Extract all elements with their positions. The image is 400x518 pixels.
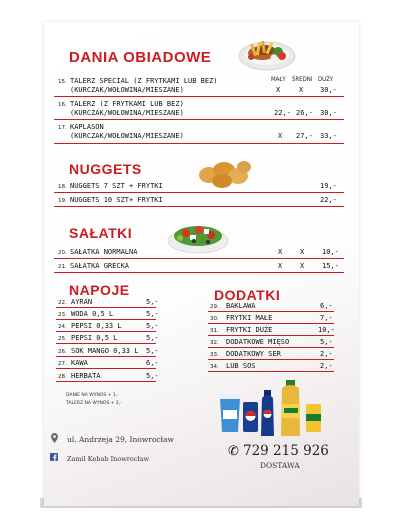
item-description: (KURCZAK/WOŁOWINA/MIESZANE)	[70, 86, 184, 94]
item-number: 32.	[210, 340, 219, 346]
item-name: FRYTKI DUŻE	[226, 326, 273, 334]
item-price: 6,-	[146, 359, 159, 367]
item-name: WODA 0,5 L	[71, 310, 114, 318]
divider	[56, 307, 156, 308]
divider	[56, 343, 156, 344]
drinks-image	[218, 372, 336, 442]
price-large: 15,-	[322, 262, 339, 270]
price-medium: 26,-	[296, 109, 313, 117]
item-number: 28.	[58, 374, 67, 380]
item-price: 2,-	[320, 350, 333, 358]
item-name: NUGGETS 10 SZT+ FRYTKI	[70, 196, 163, 204]
size-label-large: DUŻY	[318, 76, 334, 83]
divider	[56, 356, 156, 357]
item-description: (KURCZAK/WOŁOWINA/MIESZANE)	[70, 132, 184, 140]
price-small: X	[278, 248, 283, 256]
price-large: 30,-	[320, 109, 337, 117]
item-price: 5,-	[146, 310, 159, 318]
item-name: SOK MANGO 0,33 L	[71, 347, 139, 355]
item-price: 5,-	[146, 334, 159, 342]
item-price: 6,-	[320, 302, 333, 310]
nuggets-image	[197, 157, 253, 189]
price-medium: X	[299, 86, 304, 94]
price-small: X	[278, 262, 283, 270]
item-number: 20.	[58, 250, 67, 256]
item-name: SAŁATKA NORMALNA	[70, 248, 138, 256]
item-name: KAWA	[71, 359, 88, 367]
price-medium: 27,-	[296, 132, 313, 140]
section-title-dodatki: DODATKI	[214, 287, 281, 303]
item-name: DODATKOWY SER	[226, 350, 281, 358]
salad-bowl-image	[166, 219, 230, 255]
item-number: 31.	[210, 328, 219, 334]
divider	[54, 143, 344, 144]
delivery-label: DOSTAWA	[260, 461, 300, 470]
divider	[54, 192, 344, 193]
item-number: 27.	[58, 361, 67, 367]
item-price: 10,-	[318, 326, 335, 334]
phone-icon: ✆	[228, 444, 239, 459]
item-price: 2,-	[320, 362, 333, 370]
item-name: NUGGETS 7 SZT + FRYTKI	[70, 182, 163, 190]
item-number: 23.	[58, 312, 67, 318]
address: ul. Andrzeja 29, Inowrocław	[67, 435, 174, 444]
divider	[54, 206, 344, 207]
divider	[56, 331, 156, 332]
section-title-salatki: SAŁATKI	[69, 225, 133, 241]
item-price: 5,-	[146, 372, 159, 380]
item-price: 22,-	[320, 196, 337, 204]
item-number: 22.	[58, 300, 67, 306]
phone-number: 729 215 926	[243, 443, 329, 459]
divider	[54, 258, 344, 259]
divider	[208, 335, 334, 336]
item-number: 25.	[58, 336, 67, 342]
facebook-icon	[50, 453, 58, 461]
item-name: PEPSI 0,33 L	[71, 322, 122, 330]
divider	[54, 119, 344, 120]
item-number: 18.	[58, 184, 67, 190]
price-small: X	[278, 132, 283, 140]
item-name: FRYTKI MAŁE	[226, 314, 273, 322]
item-number: 26.	[58, 349, 67, 355]
item-name: KAPLASON	[70, 123, 104, 131]
price-medium: X	[300, 262, 305, 270]
item-name: HERBATA	[71, 372, 101, 380]
dinner-plate-image	[238, 32, 296, 72]
size-label-medium: ŚREDNI	[292, 76, 313, 83]
item-price: 19,-	[320, 182, 337, 190]
price-large: 33,-	[320, 132, 337, 140]
divider	[208, 347, 334, 348]
item-number: 21.	[58, 264, 67, 270]
divider	[208, 323, 334, 324]
price-medium: X	[300, 248, 305, 256]
price-large: 30,-	[320, 86, 337, 94]
item-name: LUB SOS	[226, 362, 256, 370]
item-name: PEPSI 0,5 L	[71, 334, 118, 342]
takeaway-note-dish: DANIE NA WYNOS + 1,-	[66, 393, 119, 398]
divider	[54, 272, 344, 273]
item-name: TALERZ (Z FRYTKAMI LUB BEZ)	[70, 100, 184, 108]
item-number: 17.	[58, 125, 67, 131]
divider	[208, 311, 334, 312]
price-large: 10,-	[322, 248, 339, 256]
facebook-page: Zamil Kebab Inowrocław	[67, 455, 150, 463]
divider	[208, 359, 334, 360]
item-name: BAKLAWA	[226, 302, 256, 310]
section-title-nuggets: NUGGETS	[69, 161, 142, 177]
price-small: 22,-	[274, 109, 291, 117]
divider	[54, 96, 344, 97]
item-number: 15.	[58, 79, 67, 85]
item-name: DODATKOWE MIĘSO	[226, 338, 290, 346]
item-number: 19.	[58, 198, 67, 204]
item-name: SAŁATKA GRECKA	[70, 262, 130, 270]
takeaway-note-plate: TALERZ NA WYNOS + 2,-	[66, 401, 122, 406]
item-number: 16.	[58, 102, 67, 108]
item-number: 29.	[210, 304, 219, 310]
item-price: 7,-	[320, 314, 333, 322]
item-number: 30.	[210, 316, 219, 322]
divider	[56, 381, 156, 382]
location-pin-icon	[51, 433, 58, 443]
item-name: AYRAN	[71, 298, 93, 306]
divider	[56, 319, 156, 320]
item-name: TALERZ SPECIAL (Z FRYTKAMI LUB BEZ)	[70, 77, 218, 85]
divider	[56, 368, 156, 369]
item-number: 24.	[58, 324, 67, 330]
item-description: (KURCZAK/WOŁOWINA/MIESZANE)	[70, 109, 184, 117]
section-title-dania: DANIA OBIADOWE	[69, 49, 212, 66]
item-price: 5,-	[146, 322, 159, 330]
section-title-napoje: NAPOJE	[69, 282, 130, 298]
size-label-small: MAŁY	[271, 76, 286, 83]
item-number: 33.	[210, 352, 219, 358]
item-price: 5,-	[146, 347, 159, 355]
item-number: 34.	[210, 364, 219, 370]
price-small: X	[276, 86, 281, 94]
item-price: 5,-	[320, 338, 333, 346]
item-price: 5,-	[146, 298, 159, 306]
